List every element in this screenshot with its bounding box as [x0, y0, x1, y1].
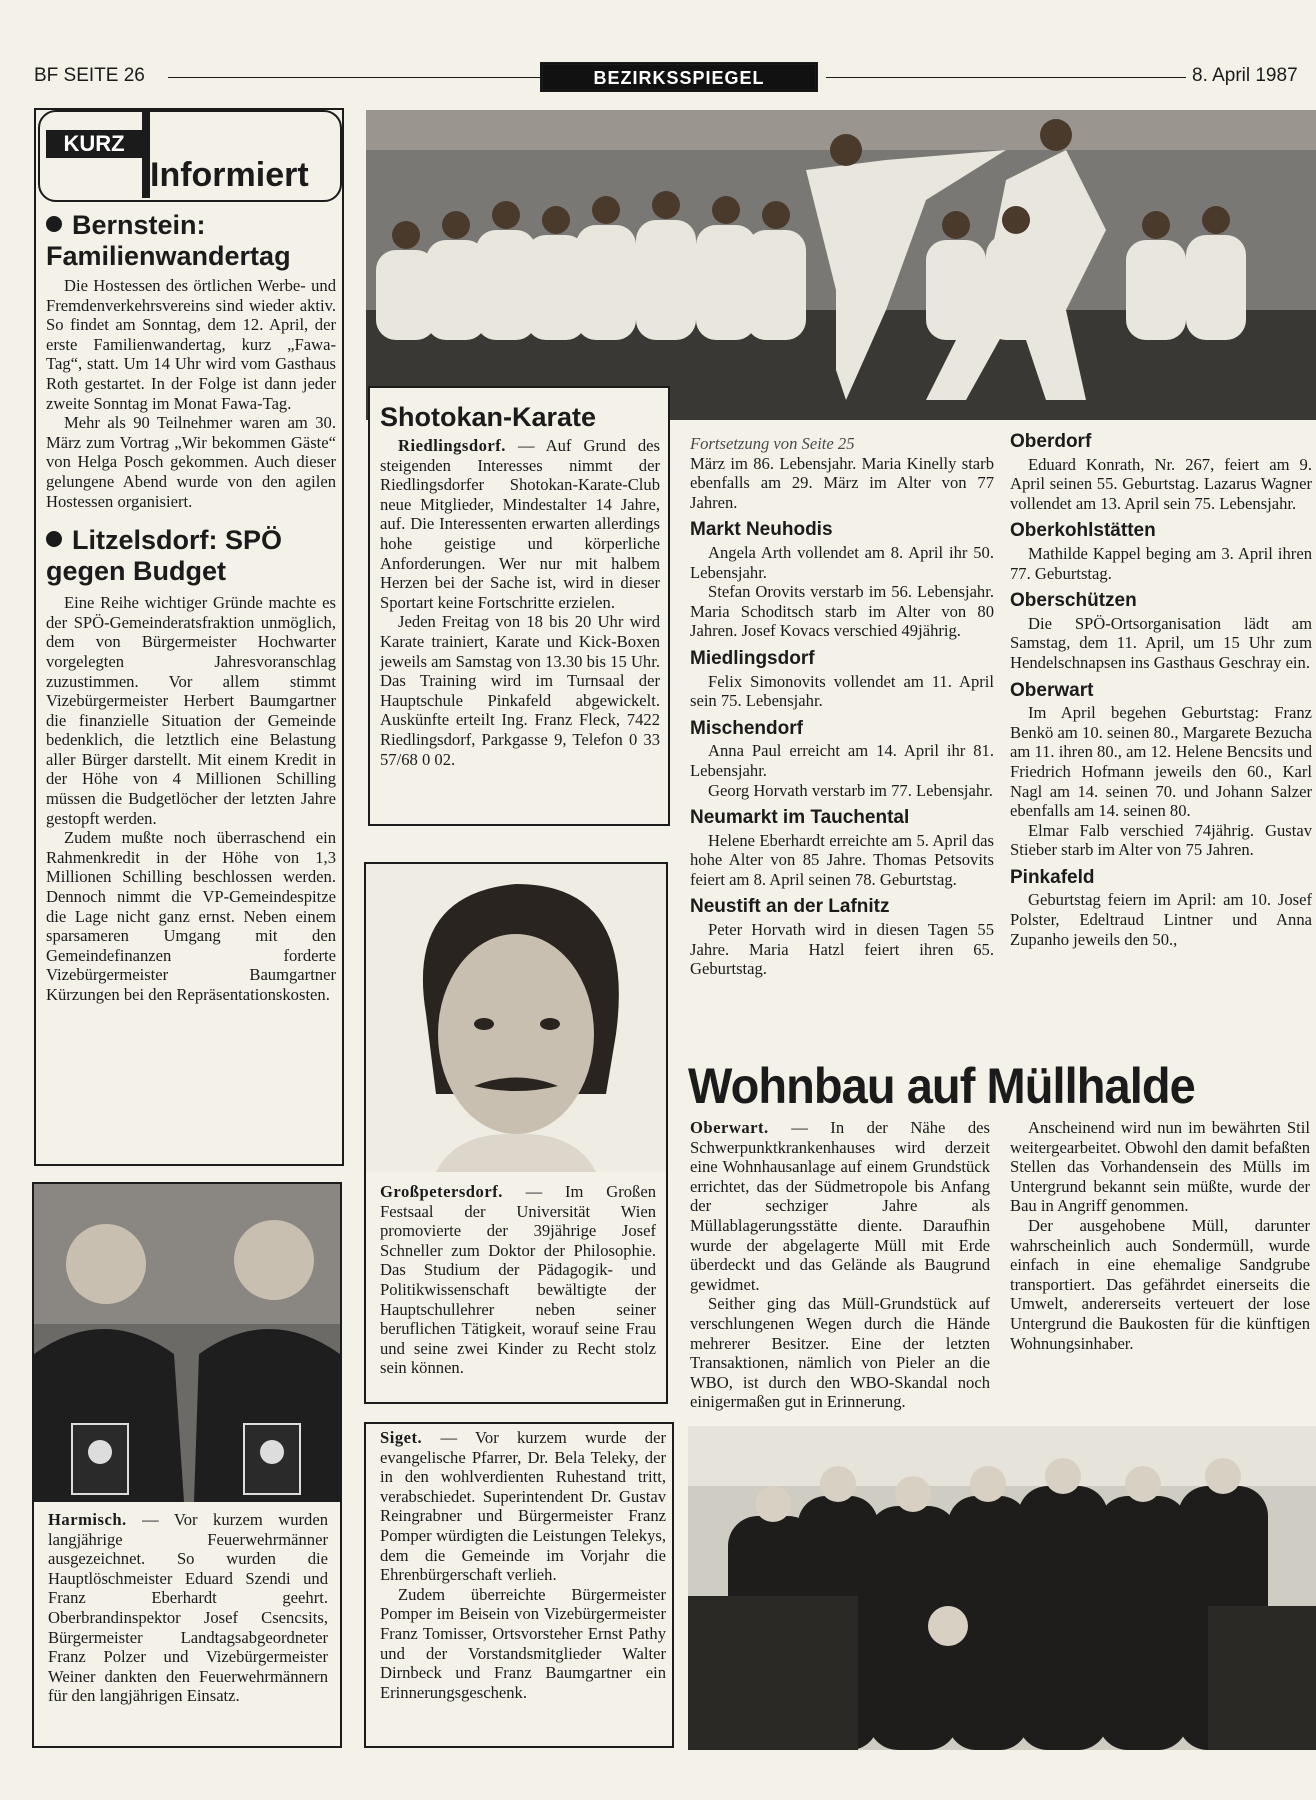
section-banner — [540, 62, 818, 92]
oberwart-heading: Oberwart — [1010, 679, 1094, 701]
harmisch-caption: Harmisch. — Vor kurzem wurden langjährige Feuerwehrmänner ausgezeichnet. So wurden die Hauptlöschmeister Eduard Szendi und Franz Eberhardt geehrt. Oberbrandinspektor Josef Csencsits, Bürgermeister Landtagsabgeordneter Franz Polzer und Vizebürgermeister Weiner dankten den Feuerwehrmännern für den langjährigen Einsatz. — [48, 1510, 328, 1706]
oberkohlstaetten-heading: Oberkohlstätten — [1010, 520, 1156, 542]
markt-neuhodis-heading: Markt Neuhodis — [690, 519, 833, 541]
continued-note: Fortsetzung von Seite 25 — [690, 434, 855, 453]
bullet-icon — [46, 531, 62, 547]
siget-text: Siget. — Vor kurzem wurde der evangelische Pfarrer, Dr. Bela Teleky, der in den wohlverdienten Ruhestand tritt, verabschiedet. Superintendent Dr. Gustav Reingrabner und Bürgermeister Franz Pomper würdigten die Leistungen Telekys, dem die Gemeinde im Vorjahr die Ehrenbürgerschaft verlieh. Zudem überreichte Bürgermeister Pomper im Beisein von Vizebürgermeister Franz Tomisser, Ortsvorsteher Ernst Pathy und der Vorstandsmitglieder Walter Dirnbeck und Franz Baumgartner ein Erinnerungsgeschenk. — [380, 1428, 666, 1702]
litzelsdorf-text: Eine Reihe wichtiger Gründe machte es der SPÖ-Gemeinderatsfraktion unmöglich, dem von Bürgermeister Hochwarter vorgelegten Jahresvoranschlag zuzustimmen. Vor allem stimmt Vizebürgermeister Herbert Baumgartner die finanzielle Situation der Gemeinde bedenklich, die letztlich eine Belastung aller Bürger darstellt. Mit einem Kredit in der Höhe von 4 Millionen Schilling müssen die Budgetlöcher der letzten Jahre gestopft werden. Zudem mußte noch überraschend ein Rahmenkredit in der Höhe von 1,3 Millionen Schilling beschlossen werden. Dennoch nimmt die VP-Gemeindespitze die Lage nicht ganz ernst. Neben einem sparsameren Umgang mit den Gemeindefinanzen forderte Vizebürgermeister Baumgartner Kürzungen bei den Repräsentationskosten. — [46, 593, 336, 1004]
church-illustration — [688, 1426, 1316, 1750]
karate-heading: Shotokan-Karate — [380, 402, 597, 432]
wohnbau-headline: Wohnbau auf Müllhalde — [688, 1058, 1195, 1114]
karate-illustration — [366, 110, 1316, 420]
neumarkt-heading: Neumarkt im Tauchental — [690, 807, 910, 829]
page-number: BF SEITE 26 — [34, 65, 145, 86]
kurz-logo — [38, 110, 342, 202]
mischendorf-heading: Mischendorf — [690, 717, 803, 739]
portrait-photo — [366, 864, 666, 1172]
portrait-illustration — [366, 864, 666, 1172]
portrait-caption: Großpetersdorf. — Im Großen Festsaal der Universität Wien promovierte der 39jährige Josef Schneller zum Doktor der Philosophie. Das Studium der Pädagogik- und Politikwissenschaft bewältigte der Hauptschullehrer neben seiner beruflichen Tätigkeit, worauf seine Frau und seine zwei Kinder zu Recht stolz sein können. — [380, 1182, 656, 1378]
neustift-heading: Neustift an der Lafnitz — [690, 896, 890, 918]
karate-article — [368, 386, 670, 826]
firemen-photo — [34, 1184, 340, 1502]
page-header — [0, 62, 1316, 92]
kurz-logo-big: Informiert — [150, 156, 309, 194]
litzelsdorf-heading: Litzelsdorf: SPÖ gegen Budget — [46, 525, 283, 587]
bernstein-text: Die Hostessen des örtlichen Werbe- und Fremdenverkehrsvereins sind wieder aktiv. So findet am Sonntag, dem 12. April, der erste Familienwandertag, kurz „Fawa-Tag“, statt. Um 14 Uhr wird vom Gasthaus Roth gestartet. In der Folge ist dann jeder zweite Sonntag im Monat Fawa-Tag. Mehr als 90 Teilnehmer waren am 30. März zum Vortrag „Wir bekommen Gäste“ von Helga Posch gekommen. Auch dieser gelungene Abend wurde von den agilen Hostessen organisiert. — [46, 276, 336, 511]
church-photo — [688, 1426, 1316, 1750]
pinkafeld-heading: Pinkafeld — [1010, 866, 1095, 888]
wohnbau-column-1: Oberwart. — In der Nähe des Schwerpunktkrankenhauses wird derzeit eine Wohnhausanlage auf einem Grundstück errichtet, das der Südmetropole bis Anfang der sechziger Jahre als Müllablagerungsstätte diente. Daraufhin wurde der abgelagerte Müll mit Erde überdeckt und das Gelände als Baugrund gewidmet. Seither ging das Müll-Grundstück auf verschlungenen Wegen durch die Hände mehrerer Besitzer. Eine der letzten Transaktionen, nämlich von Pieler an die WBO, ist durch den WBO-Skandal noch einigermaßen gut in Erinnerung. — [690, 1118, 990, 1412]
bullet-icon — [46, 216, 62, 232]
karate-text: Riedlingsdorf. — Auf Grund des steigenden Interesses nimmt der Riedlingsdorfer Shotokan-Karate-Club neue Mitglieder, Mindestalter 14 Jahre, auf. Die Interessenten erwarten allerdings hohe geistige und körperliche Anforderungen. Wer nur mit halbem Herzen bei der Sache ist, wird in dieser Sportart keine Fortschritte erzielen. Jeden Freitag von 18 bis 20 Uhr wird Karate trainiert, Karate und Kick-Boxen jeweils am Samstag von 13.30 bis 15 Uhr. Das Training wird im Turnsaal der Hauptschule Pinkafeld abgewickelt. Auskünfte erteilt Ing. Franz Fleck, 7422 Riedlingsdorf, Parkgasse 9, Telefon 0 33 57/68 0 02. — [380, 436, 660, 769]
bernstein-heading: Bernstein: Familienwandertag — [46, 210, 291, 271]
births-column-1: Fortsetzung von Seite 25 März im 86. Lebensjahr. Maria Kinelly starb ebenfalls am 29. März im Alter von 77 Jahren. Markt Neuhodis Angela Arth vollendet am 8. April ihr 50. Lebensjahr. Stefan Orovits verstarb im 56. Lebensjahr. Maria Schoditsch starb im Alter von 80 Jahren. Josef Kovacs verschied 49jährig. Miedlingsdorf Felix Simonovits vollendet am 11. April sein 75. Lebensjahr. Mischendorf Anna Paul erreicht am 14. April ihr 81. Lebensjahr. Georg Horvath verstarb im 77. Lebensjahr. Neumarkt im Tauchental Helene Eberhardt erreichte am 5. April das hohe Alter von 85 Jahre. Thomas Petsovits feiert am 8. April seinen 78. Geburtstag. Neustift an der Lafnitz Peter Horvath wird in diesen Tagen 55 Jahre. Maria Hatzl feiert ihren 65. Geburtstag. — [690, 434, 994, 979]
karate-photo — [366, 110, 1316, 420]
miedlingsdorf-heading: Miedlingsdorf — [690, 647, 815, 669]
kurz-logo-small: KURZ — [46, 130, 142, 158]
firemen-illustration — [34, 1184, 340, 1502]
issue-date: 8. April 1987 — [1192, 65, 1298, 86]
wohnbau-column-2: Anscheinend wird nun im bewährten Stil weitergearbeitet. Obwohl den damit befaßten Stellen das Vorhandensein des Mülls im Untergrund bekannt sein müßte, wurde der Bau in Angriff genommen. Der ausgehobene Müll, darunter wahrscheinlich auch Sondermüll, wurde einfach in eine ehemalige Sandgrube transportiert. Das gefährdet einerseits die Umwelt, andererseits verteuert der lose Untergrund die Baukosten für die künftigen Wohnungsinhaber. — [1010, 1118, 1310, 1353]
kurz-content — [46, 210, 336, 1005]
oberschuetzen-heading: Oberschützen — [1010, 590, 1137, 612]
section-title: BEZIRKSSPIEGEL — [593, 68, 765, 88]
births-column-2: Oberdorf Eduard Konrath, Nr. 267, feiert am 9. April seinen 55. Geburtstag. Lazarus Wagner vollendet am 13. April sein 75. Lebensjahr. Oberkohlstätten Mathilde Kappel beging am 3. April ihren 77. Geburtstag. Oberschützen Die SPÖ-Ortsorganisation lädt am Samstag, dem 11. April, um 15 Uhr zum Hendelschnapsen ins Gasthaus Geschray ein. Oberwart Im April begehen Geburtstag: Franz Benkö am 10. seinen 80., Margarete Bezucha am 11. ihren 80., am 12. Helene Bencsits und Friedrich Hofmann jeweils den 60., Karl Nagl am 14. seinen 70. und Johann Salzer ebenfalls am 14. seinen 80. Elmar Falb verschied 74jährig. Gustav Stieber starb im Alter von 75 Jahren. Pinkafeld Geburtstag feiern im April: am 10. Josef Polster, Edeltraud Lintner und Anna Zupanho jeweils den 50., — [1010, 431, 1312, 949]
oberdorf-heading: Oberdorf — [1010, 431, 1092, 452]
